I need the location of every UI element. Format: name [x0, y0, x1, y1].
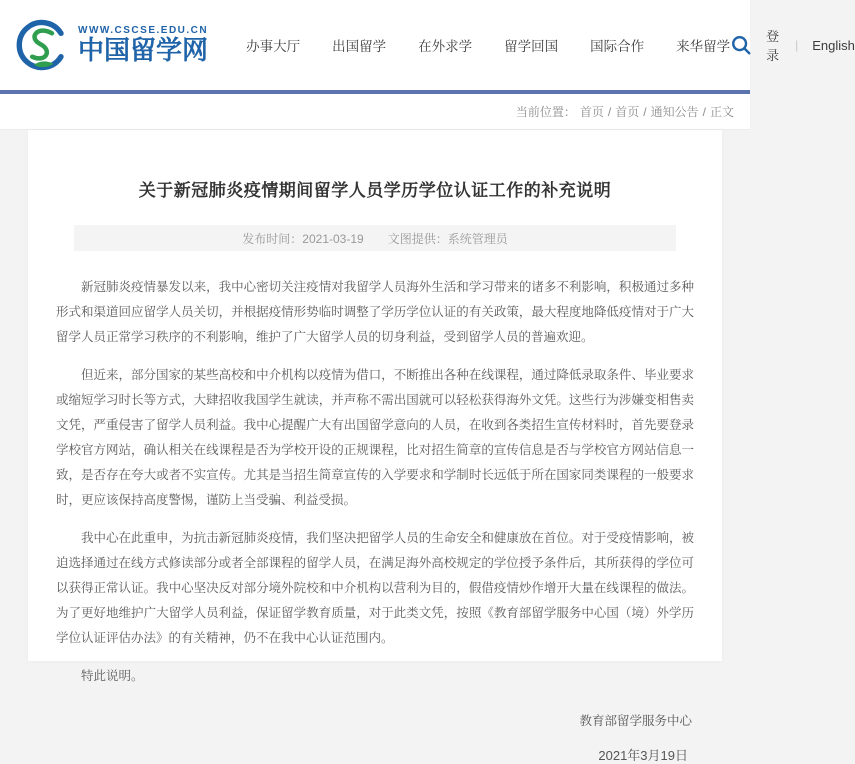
site-url-label: WWW.CSCSE.EDU.CN — [78, 24, 209, 36]
nav-item-study-in-china[interactable]: 来华留学 — [676, 39, 731, 54]
language-link[interactable]: English — [812, 37, 855, 53]
site-header — [0, 0, 855, 90]
breadcrumb-prefix: 当前位置： — [515, 105, 576, 119]
paragraph-3: 我中心在此重申，为抗击新冠肺炎疫情，我们坚决把留学人员的生命安全和健康放在首位。对于受疫情影响，被迫选择通过在线方式修读部分或者全部课程的留学人员，在满足海外高校规定的学位授予条件后，其所获得的学位可以获得正常认证。我中心坚决反对部分境外院校和中介机构以营利为目的，假借疫情炒作增开大量在线课程的做法。为了更好地维护广大留学人员利益，保证留学教育质量，对于此类文凭，按照《教育部留学服务中心国（境）外学历学位认证评估办法》的有关精神，仍不在我中心认证范围内。 — [56, 531, 694, 645]
article-title: 关于新冠肺炎疫情期间留学人员学历学位认证工作的补充说明 — [138, 181, 612, 200]
paragraph-2: 但近来，部分国家的某些高校和中介机构以疫情为借口，不断推出各种在线课程，通过降低录取条件、毕业要求或缩短学习时长等方式，大肆招收我国学生就读，并声称不需出国就可以轻松获得海外文凭。这些行为涉嫌变相售卖文凭，严重侵害了留学人员利益。我中心提醒广大有出国留学意向的人员，在收到各类招生宣传材料时，首先要登录学校官方网站，确认相关在线课程是否为学校开设的正规课程，比对招生简章的宣传信息是否与学校官方网站信息一致，是否存在夸大或者不实宣传。尤其是当招生简章宣传的入学要求和学制时长远低于所在国家同类课程的一般要求时，更应该保持高度警惕，谨防上当受骗、利益受损。 — [56, 368, 694, 507]
nav-item-intl-cooperation[interactable]: 国际合作 — [590, 39, 645, 54]
breadcrumb — [0, 94, 750, 130]
main-nav — [246, 35, 730, 55]
article-meta-bar — [74, 225, 676, 251]
publish-time: 发布时间：2021-03-19 — [242, 231, 364, 246]
signature-date: 2021年3月19日 — [598, 748, 688, 763]
breadcrumb-separator: / — [643, 104, 647, 119]
nav-item-returning[interactable]: 留学回国 — [504, 39, 559, 54]
breadcrumb-notices[interactable]: 通知公告 — [650, 105, 699, 119]
breadcrumb-separator: / — [702, 104, 706, 119]
cscse-logo-icon — [16, 18, 70, 72]
article-card — [28, 130, 722, 763]
article-body — [56, 275, 694, 689]
paragraph-4: 特此说明。 — [81, 669, 144, 683]
header-right — [730, 26, 855, 64]
logo-text — [78, 25, 208, 65]
nav-item-service-hall[interactable]: 办事大厅 — [246, 39, 301, 54]
paragraph-1: 新冠肺炎疫情暴发以来，我中心密切关注疫情对我留学人员海外生活和学习带来的诸多不利影响，积极通过多种形式和渠道回应留学人员关切，并根据疫情形势临时调整了学历学位认证的有关政策，最大程度地降低疫情对于广大留学人员正常学习秩序的不利影响，维护了广大留学人员的切身利益，受到留学人员的普遍欢迎。 — [56, 280, 694, 344]
signature-block — [56, 711, 694, 764]
site-name: 中国留学网 — [78, 35, 209, 66]
site-logo[interactable] — [16, 18, 208, 72]
nav-item-study-abroad[interactable]: 出国留学 — [332, 39, 387, 54]
header-divider: | — [795, 38, 799, 52]
login-link[interactable]: 登录 — [766, 29, 780, 63]
page-background — [0, 130, 750, 763]
search-icon[interactable] — [730, 33, 752, 57]
nav-item-studying-overseas[interactable]: 在外求学 — [418, 39, 473, 54]
content-provider: 文图提供：系统管理员 — [387, 231, 508, 246]
breadcrumb-current: 正文 — [709, 105, 734, 119]
signature-org: 教育部留学服务中心 — [579, 714, 692, 728]
breadcrumb-home[interactable]: 首页 — [579, 105, 604, 119]
breadcrumb-separator: / — [607, 104, 612, 119]
breadcrumb-home-2[interactable]: 首页 — [615, 105, 640, 119]
